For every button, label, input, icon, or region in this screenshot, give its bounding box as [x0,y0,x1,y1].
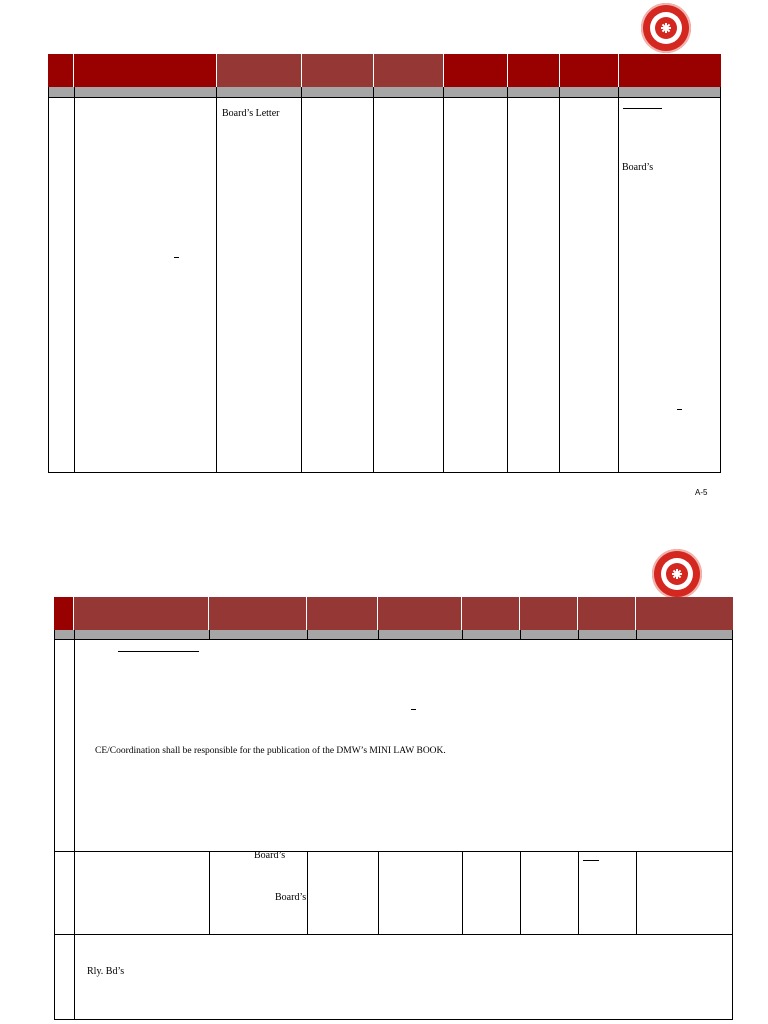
underline-mark [118,651,199,652]
ce-coordination-text: CE/Coordination shall be responsible for the publication of the DMW’s MINI LAW BOOK. [95,746,446,756]
header-cell [217,54,302,87]
boards-letter-text: Board’s Letter [222,108,280,119]
header-cell [560,54,619,87]
header-cell [54,597,74,630]
header-cell [307,597,378,630]
underline-mark [583,860,599,861]
underline-mark [623,108,662,109]
header-cell [74,54,217,87]
header-cell [619,54,721,87]
header-cell [74,597,209,630]
rly-bd-text: Rly. Bd’s [87,966,125,977]
header-cell [508,54,560,87]
numbering-band [54,630,733,639]
header-cell [302,54,374,87]
header-cell [520,597,578,630]
table-header-row [48,54,721,87]
table-header-row [54,597,733,630]
page-number: A-5 [695,488,708,497]
header-cell [578,597,636,630]
dash-mark [411,709,416,710]
header-cell [462,597,520,630]
header-cell [48,54,74,87]
header-cell [444,54,508,87]
numbering-band [48,87,721,97]
header-cell [209,597,307,630]
indian-railways-logo [652,549,702,599]
boards-text: Board’s [622,162,654,173]
header-cell [378,597,462,630]
header-cell [636,597,733,630]
boards-text: Board’s [275,892,307,903]
dash-mark [174,257,179,258]
indian-railways-logo [641,3,691,53]
header-cell [374,54,444,87]
dash-mark [677,409,682,410]
boards-text: Board’s [254,850,286,861]
